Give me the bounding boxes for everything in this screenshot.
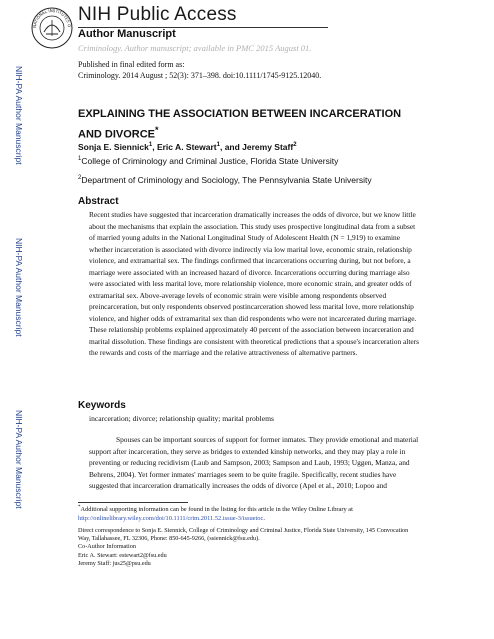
affiliation-mark: 1 xyxy=(78,156,82,163)
published-line: Published in final edited form as: xyxy=(78,60,185,69)
author-list xyxy=(78,142,297,152)
affiliation-text: Department of Criminology and Sociology, The Pennsylvania State University xyxy=(81,175,372,185)
affiliation-text: College of Criminology and Criminal Justice, Florida State University xyxy=(81,156,339,166)
body-paragraph: Spouses can be important sources of support for former inmates. They provide emotional and material support after incarceration, they serve as bridges to extended kinship networks, and they may play a role in preventing or reducing recidivism (Laub and Sampson, 2003; Sampson and Laub, 1993; Uggen, Manza, and Behrens, 2004). Yet former inmates' marriages seem to be quite fragile. Specifically, recent studies have suggested that incarceration dramatically increases the odds of divorce (Apel et al., 2010; Lopoo and xyxy=(89,435,419,491)
affiliation-1 xyxy=(78,156,338,166)
article-title-line2: AND DIVORCE xyxy=(78,128,156,141)
availability-note: Criminology. Author manuscript; available in PMC 2015 August 01. xyxy=(78,43,312,53)
abstract-heading: Abstract xyxy=(78,196,119,207)
supporting-info-link[interactable]: http://onlinelibrary.wiley.com/doi/10.1111/crim.2011.52.issue-3/issuetoc xyxy=(78,514,264,522)
keywords-heading: Keywords xyxy=(78,400,126,411)
title-footnote-mark: * xyxy=(155,125,159,135)
correspondence-line: Direct correspondence to Sonja E. Siennick, College of Criminology and Criminal Justice, Florida State University, 145 Convocation xyxy=(78,527,409,534)
footnote-text: Additional supporting information can be found in the listing for this article in the Wiley Online Library at xyxy=(80,506,353,514)
coauthor-email: Eric A. Stewart: estewart2@fsu.edu xyxy=(78,551,167,559)
article-title xyxy=(78,106,418,143)
side-label-manuscript: NIH-PA Author Manuscript xyxy=(14,66,24,165)
correspondence-block xyxy=(78,527,438,568)
correspondence-line: Way, Tallahassee, FL 32306, Phone: 850-645-9266, (ssiennick@fsu.edu). xyxy=(78,535,260,543)
abstract-text: Recent studies have suggested that incarceration dramatically increases the odds of divorce, but we know little about the mechanisms that explain the association. This study uses prospective longitudinal data from a subset of married young adults in the National Longitudinal Study of Adolescent Health (N = 1,919) to examine whether incarceration is associated with divorce indirectly via low marital love, economic strain, relationship violence, and extramarital sex. The findings confirmed that incarcerations occurring during, but not before, a marriage were associated with an increased hazard of divorce. Incarcerations occurring during marriage also were associated with less marital love, more relationship violence, more economic strain, and greater odds of extramarital sex. Above-average levels of economic strain were visible among respondents observed preincarceration, but only respondents observed postincarceration showed less marital love, more relationship violence, and higher odds of extramarital sex than did respondents who were not incarcerated during marriage. These relationship problems explained approximately 40 percent of the association between incarceration and marital dissolution. These findings are consistent with theoretical predictions that a spouse's incarceration alters the rewards and costs of the marriage and the relative attractiveness of alternative partners. xyxy=(89,210,419,357)
nih-seal-logo xyxy=(30,6,74,50)
footnote-end: . xyxy=(263,514,265,522)
logo-text: NATIONAL INSTITUTES O xyxy=(31,7,73,29)
footnote xyxy=(78,504,418,523)
keywords-text: incarceration; divorce; relationship quality; marital problems xyxy=(89,414,274,423)
author-affiliation-mark: 2 xyxy=(293,142,297,149)
author-name: Sonja E. Siennick xyxy=(78,142,149,152)
banner-subtitle: Author Manuscript xyxy=(78,28,176,40)
affiliation-mark: 2 xyxy=(78,175,82,182)
author-separator: , xyxy=(152,142,157,152)
coauthor-heading: Co-Author Information xyxy=(78,543,136,551)
author-separator: , and xyxy=(219,142,243,152)
side-label-manuscript: NIH-PA Author Manuscript xyxy=(14,238,24,337)
coauthor-email: Jeremy Staff: jus25@psu.edu xyxy=(78,559,151,567)
banner-title: NIH Public Access xyxy=(78,4,237,25)
footnote-mark: * xyxy=(78,505,81,510)
author-name: Eric A. Stewart xyxy=(156,142,217,152)
side-label-manuscript: NIH-PA Author Manuscript xyxy=(14,410,24,509)
author-name: Jeremy Staff xyxy=(242,142,294,152)
author-affiliation-mark: 1 xyxy=(148,142,153,149)
article-title-line1: EXPLAINING THE ASSOCIATION BETWEEN INCARCERATION xyxy=(78,108,402,120)
author-affiliation-mark: 1 xyxy=(216,142,220,149)
affiliation-2 xyxy=(78,175,372,185)
footnote-divider xyxy=(78,502,188,503)
citation-line: Criminology. 2014 August ; 52(3): 371–398. doi:10.1111/1745-9125.12040. xyxy=(78,71,322,80)
